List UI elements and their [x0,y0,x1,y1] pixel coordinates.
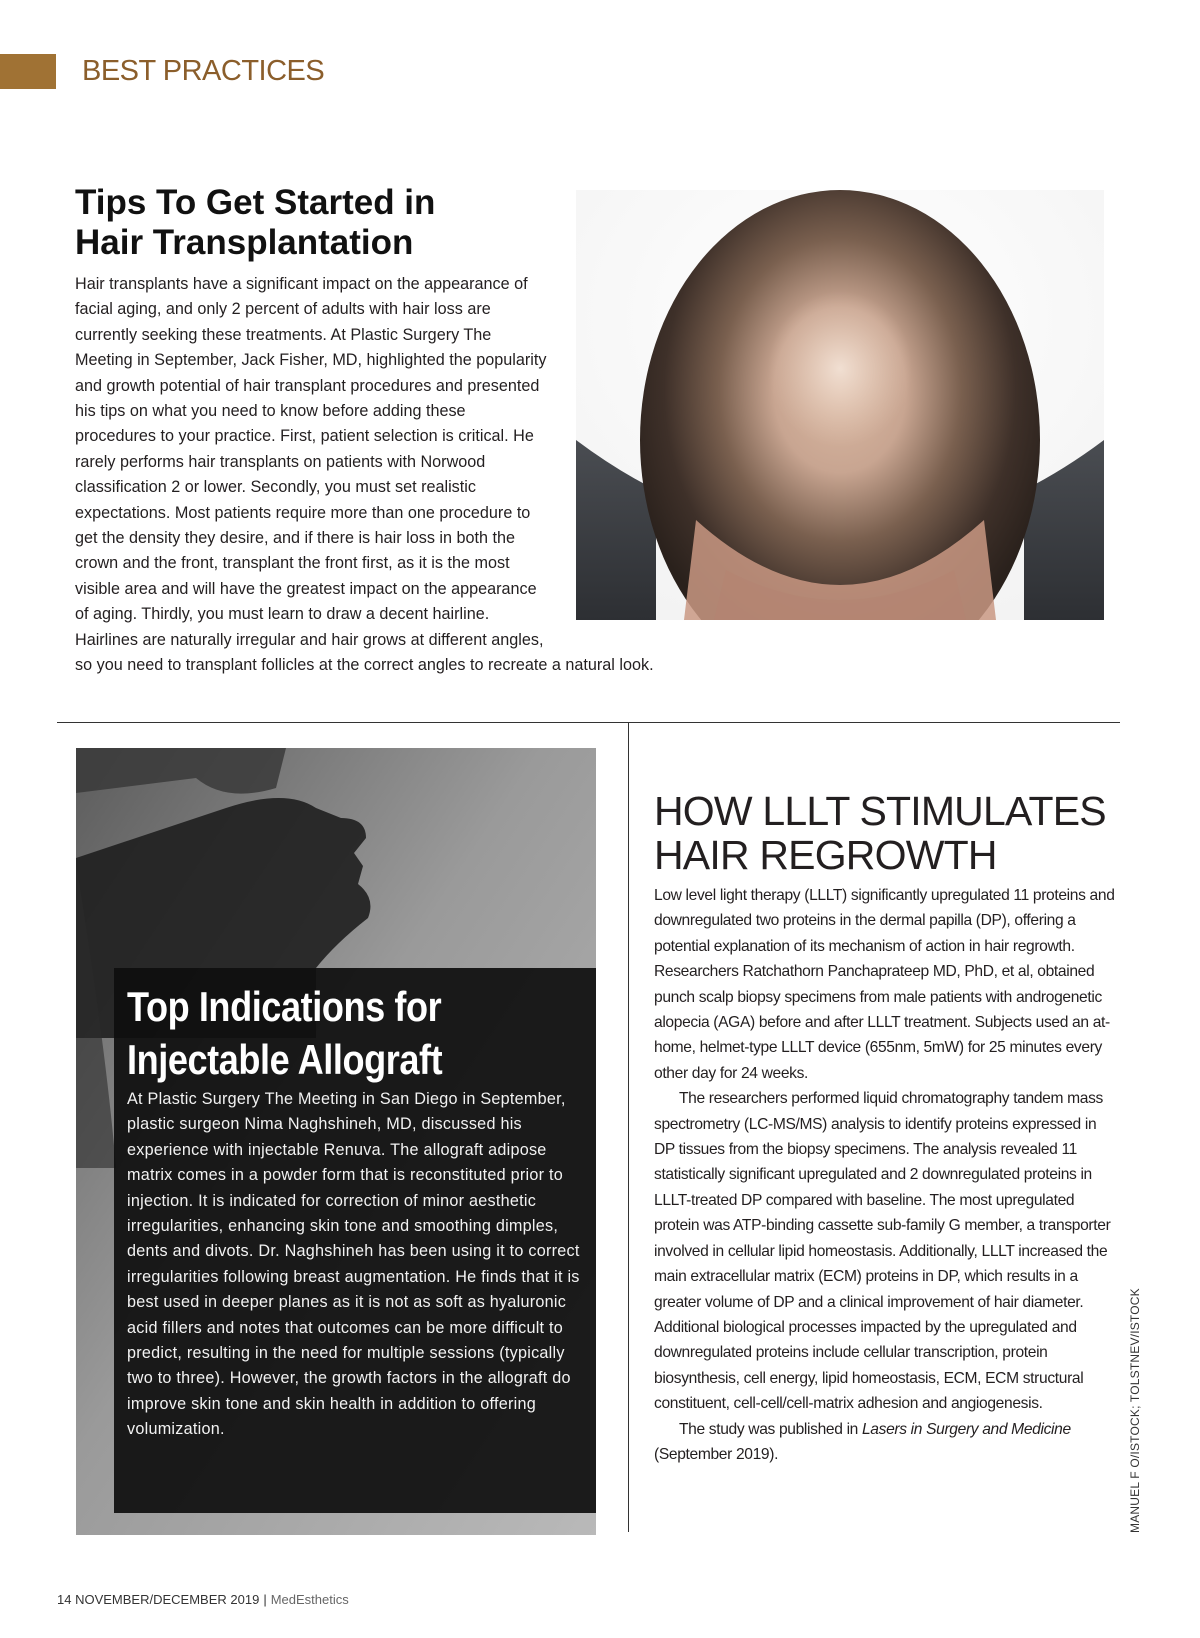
paragraph: The researchers performed liquid chromatography tandem mass spectrometry (LC-MS/MS) analysis to identify proteins expressed in DP tissues from the biopsy specimens. The analysis revealed 11 statistically significant upregulated and 2 downregulated proteins in LLLT-treated DP compared with baseline. The most upregulated protein was ATP-binding cassette sub-family G member, a transporter involved in cellular lipid homeostasis. Additionally, LLLT increased the main extracellular matrix (ECM) proteins in DP, which results in a greater volume of DP and a clinical improvement of hair diameter. Additional biological processes impacted by the upregulated and downregulated proteins include cellular transcription, protein biosynthesis, cell energy, lipid homeostasis, ECM, ECM structural constituent, cell-cell/cell-matrix adhesion and angiogenesis. [654,1090,1111,1413]
publication-name-part: Esthetics [296,1592,349,1607]
page-footer [57,1592,349,1607]
issue-date: NOVEMBER/DECEMBER 2019 [75,1592,260,1607]
publication-name-part: Med [270,1592,297,1607]
article-title-lllt [654,789,1124,877]
title-line: Injectable Allograft [127,1036,443,1083]
photo-wrap-space [550,272,1090,642]
article-title-allograft [127,980,523,1086]
article-text: Hair transplants have a significant impact on the appearance of facial aging, and only 2 percent of adults with hair loss are currently seeking these treatments. At Plastic Surgery The Meeting in September, Jack Fisher, MD, highlighted the popularity and growth potential of hair transplant procedures and presented his tips on what you need to know before adding these procedures to your practice. First, patient selection is critical. He rarely performs hair transplants on patients with Norwood classification 2 or lower. Secondly, you must set realistic expectations. Most patients require more than one procedure to get the density they desire, and if there is hair loss in both the crown and the front, transplant the front first, as it is the most visible area and will have the greatest impact on the appearance of aging. Thirdly, you must learn to draw a decent hairline. Hairlines are naturally irregular and hair grows at different angles, so you need to transplant follicles at the correct angles to recreate a natural look. [75,275,654,675]
section-accent-bar [0,54,56,89]
article-body-lllt [654,883,1120,1467]
article-body-allograft: At Plastic Surgery The Meeting in San Diego in September, plastic surgeon Nima Naghshineh, MD, discussed his experience with injectable Renuva. The allograft adipose matrix comes in a powder form that is reconstituted prior to injection. It is indicated for correction of minor aesthetic irregularities, enhancing skin tone and smoothing dimples, dents and divots. Dr. Naghshineh has been using it to correct irregularities following breast augmentation. He finds that it is best used in deeper planes as it is not as soft as hyaluronic acid fillers and notes that outcomes can be more difficult to predict, resulting in the need for multiple sessions (typically two to three). However, the growth factors in the allograft do improve skin tone and skin health in addition to offering volumization. [127,1090,580,1439]
title-line: Top Indications for [127,983,442,1030]
article-body-hair-transplant [75,272,1090,679]
paragraph [654,1417,1120,1468]
vertical-divider [628,722,629,1532]
journal-name: Lasers in Surgery and Medicine [861,1420,1071,1438]
title-line: Tips To Get Started in [75,183,436,222]
title-line: Hair Transplantation [75,223,414,262]
citation-prefix: The study was published in [679,1420,862,1438]
allograft-feature-box [76,748,596,1535]
photo-credit: MANUEL F O/ISTOCK; TOLSTNEV/ISTOCK [1128,1288,1142,1533]
section-label: BEST PRACTICES [82,55,325,87]
paragraph: Low level light therapy (LLLT) significantly upregulated 11 proteins and downregulated two proteins in the dermal papilla (DP), offering a potential explanation of its mechanism of action in hair regrowth. Researchers Ratchathorn Panchaprateep MD, PhD, et al, obtained punch scalp biopsy specimens from male patients with androgenetic alopecia (AGA) before and after LLLT treatment. Subjects used an at-home, helmet-type LLLT device (655nm, 5mW) for 25 minutes every other day for 24 weeks. [654,887,1115,1082]
title-line: HOW LLLT STIMULATES [654,788,1106,834]
footer-separator: | [263,1592,267,1607]
horizontal-divider [57,722,1120,723]
page-number: 14 [57,1592,72,1607]
citation-suffix: (September 2019). [654,1445,779,1463]
article-title-hair-transplant [75,183,555,263]
title-line: HAIR REGROWTH [654,832,997,878]
